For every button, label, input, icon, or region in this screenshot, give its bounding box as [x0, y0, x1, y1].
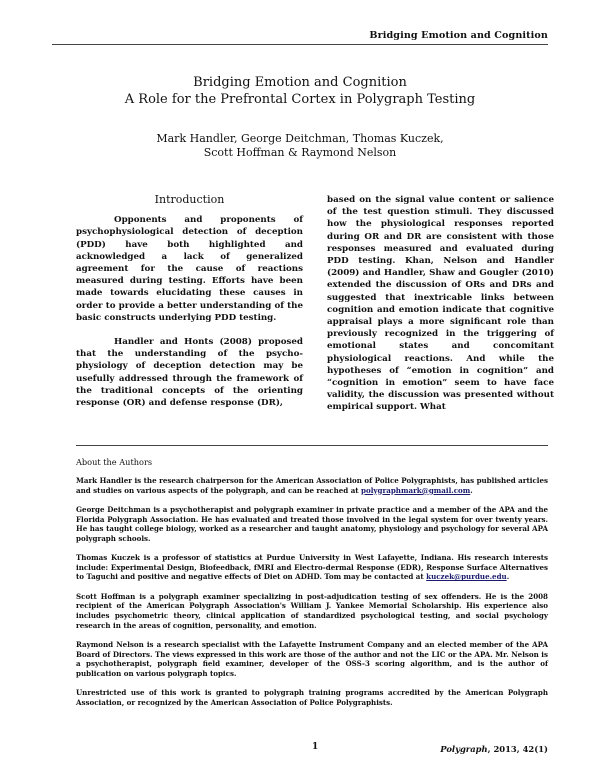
- usage-license: Unrestricted use of this work is granted to polygraph training programs accredited by the American Polygraph Association, or recognized by the American Association of Police Polygraphists.: [76, 688, 548, 707]
- left-column: [76, 194, 303, 421]
- handler-email-link[interactable]: polygraphmark@gmail.com: [361, 485, 471, 495]
- introduction-heading: Introduction: [154, 193, 225, 206]
- header-rule: [52, 44, 548, 45]
- journal-name: Polygraph: [440, 744, 488, 754]
- authors-line-1: Mark Handler, George Deitchman, Thomas Kuczek,: [156, 132, 444, 145]
- bio-kuczek: Thomas Kuczek is a professor of statistics at Purdue University in West Lafayette, Indiana. His research interests include: Experimental Design, Biofeedback, fMRI and Electro-dermal Response (EDR), Response Surface Alternatives to Taguchi and positive and negative effects of Diet on ADHD. Tom may be contacted at kuczek@purdue.edu.: [76, 553, 548, 582]
- section-divider: [76, 445, 548, 446]
- intro-paragraph-3: based on the signal value content or salience of the test question stimuli. They discussed how the physiological responses reported during OR and DR are consistent with those responses measured and evaluated during PDD testing. Khan, Nelson and Handler (2009) and Handler, Shaw and Gougler (2010) extended the discussion of ORs and DRs and suggested that inextricable links between cognition and emotion indicate that cognitive appraisal plays a more significant role than previously recognized in the triggering of emotional states and concomitant physiological reactions. And while the hypotheses of “emotion in cognition” and “cognition in emotion” seem to have face validity, the discussion was presented without empirical support. What: [327, 195, 554, 413]
- intro-paragraph-2: Handler and Honts (2008) proposed that the understanding of the psycho-physiology of deception detection may be usefully addressed through the framework of the traditional concepts of the orienting response (OR) and defense response (DR),: [76, 337, 303, 409]
- kuczek-email-link[interactable]: kuczek@purdue.edu: [426, 572, 507, 582]
- bio-nelson: Raymond Nelson is a research specialist with the Lafayette Instrument Company and an elected member of the APA Board of Directors. The views expressed in this work are those of the author and not the LIC or the APA. Mr. Nelson is a psychotherapist, polygraph field examiner, developer of the OSS-3 scoring algorithm, and is the author of publication on various polygraph topics.: [76, 639, 548, 678]
- intro-paragraph-1: Opponents and proponents of psychophysiological detection of deception (PDD) have both highlighted and acknowledged a lack of generalized agreement for the cause of reactions measured during testing. Efforts have been made towards elucidating these causes in order to provide a better understanding of the basic constructs underlying PDD testing.: [76, 215, 303, 323]
- journal-citation: Polygraph, 2013, 42(1): [440, 744, 548, 754]
- bio-deitchman: George Deitchman is a psychotherapist and polygraph examiner in private practice and a member of the APA and the Florida Polygraph Association. He has evaluated and treated those involved in the legal system for over twenty years. He has taught college biology, worked as a researcher and taught anatomy, physiology and psychology for several APA polygraph schools.: [76, 504, 548, 543]
- running-header: Bridging Emotion and Cognition: [369, 30, 548, 41]
- right-column: [327, 194, 554, 414]
- title-line-2: A Role for the Prefrontal Cortex in Polygraph Testing: [124, 92, 476, 107]
- author-bios: [76, 476, 548, 717]
- paper-title: [0, 74, 600, 108]
- author-list: [0, 132, 600, 160]
- bio-hoffman: Scott Hoffman is a polygraph examiner specializing in post-adjudication testing of sex offenders. He is the 2008 recipient of the American Polygraph Association's William J. Yankee Memorial Scholarship. His experience also includes psychometric theory, clinical application of standardized psychological testing, and social psychology research in the areas of cognition, personality, and emotion.: [76, 591, 548, 630]
- page-number: 1: [312, 742, 319, 752]
- about-authors-heading: About the Authors: [76, 457, 153, 467]
- title-line-1: Bridging Emotion and Cognition: [193, 75, 407, 90]
- authors-line-2: Scott Hoffman & Raymond Nelson: [203, 146, 397, 159]
- bio-handler: Mark Handler is the research chairperson for the American Association of Police Polygraphists, has published articles and studies on various aspects of the polygraph, and can be reached at polygraphmark@gmail.com.: [76, 476, 548, 495]
